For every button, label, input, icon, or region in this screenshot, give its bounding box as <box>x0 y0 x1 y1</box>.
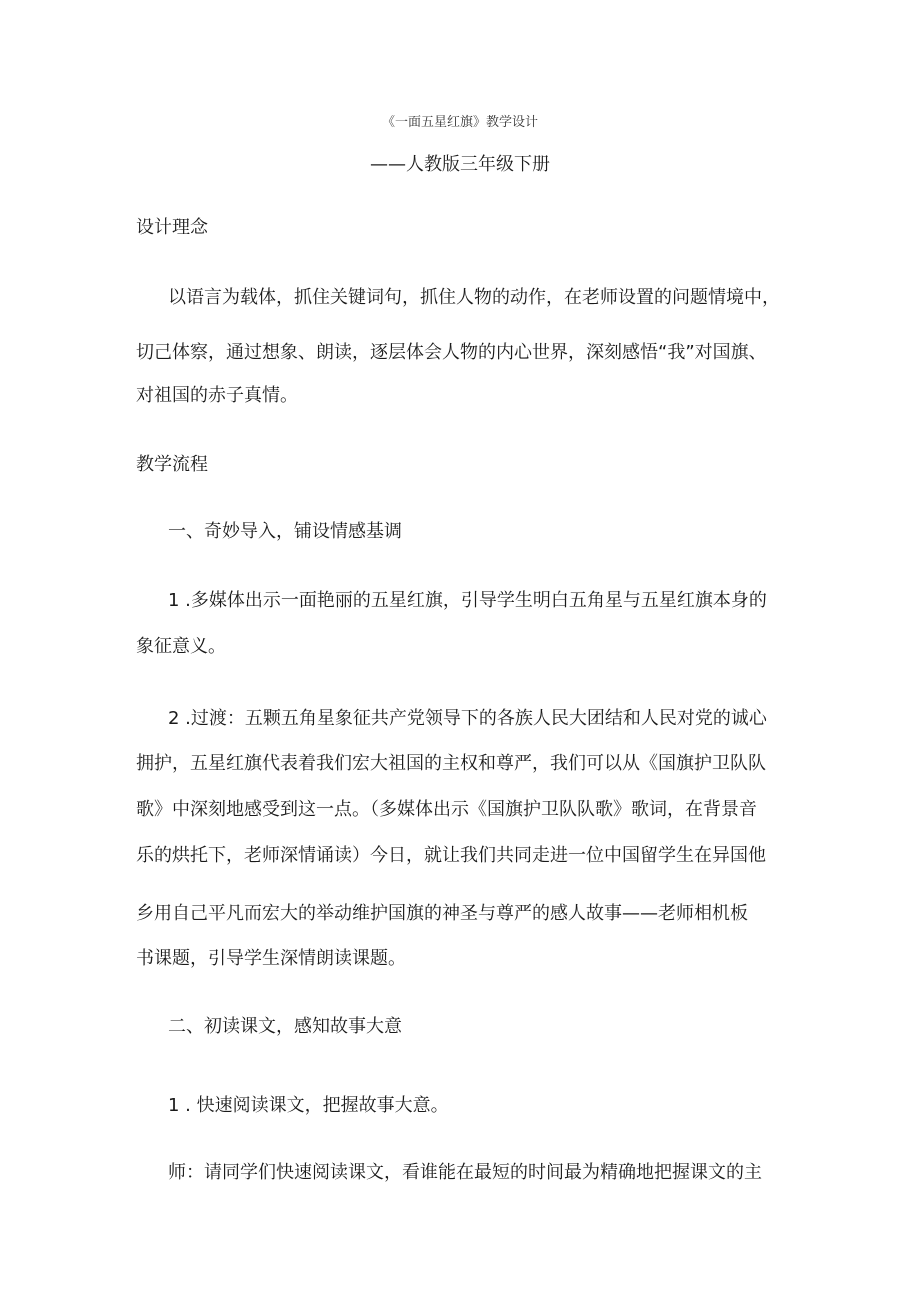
document-subtitle: ——人教版三年级下册 <box>370 154 550 175</box>
section-heading-design: 设计理念 <box>136 217 208 238</box>
paragraph-line: 切己体察，通过想象、朗读，逐层体会人物的内心世界，深刻感悟“我”对国旗、 <box>136 342 767 363</box>
paragraph-line: 歌》中深刻地感受到这一点。（多媒体出示《国旗护卫队队歌》歌词，在背景音 <box>136 799 757 820</box>
paragraph-line: 1 .多媒体出示一面艳丽的五星红旗，引导学生明白五角星与五星红旗本身的 <box>168 590 767 611</box>
document-title: 《一面五星红旗》教学设计 <box>381 115 538 130</box>
paragraph-line: 拥护，五星红旗代表着我们宏大祖国的主权和尊严，我们可以从《国旗护卫队队 <box>136 753 766 774</box>
part-heading-2: 二、初读课文，感知故事大意 <box>168 1016 402 1037</box>
paragraph-line: 乐的烘托下，老师深情诵读）今日，就让我们共同走进一位中国留学生在异国他 <box>136 845 766 866</box>
paragraph-line: 乡用自己平凡而宏大的举动维护国旗的神圣与尊严的感人故事——老师相机板 <box>136 903 748 924</box>
paragraph-line: 2 .过渡：五颗五角星象征共产党领导下的各族人民大团结和人民对党的诚心 <box>168 708 767 729</box>
paragraph-line: 书课题，引导学生深情朗读课题。 <box>136 948 406 969</box>
paragraph-line: 对祖国的赤子真情。 <box>136 385 298 406</box>
paragraph-line: 以语言为载体，抓住关键词句，抓住人物的动作，在老师设置的问题情境中， <box>168 287 780 308</box>
paragraph-line: 象征意义。 <box>136 636 226 657</box>
paragraph-line: 师：请同学们快速阅读课文，看谁能在最短的时间最为精确地把握课文的主 <box>168 1162 762 1183</box>
section-heading-flow: 教学流程 <box>136 454 208 475</box>
paragraph-line: 1 . 快速阅读课文，把握故事大意。 <box>168 1095 449 1116</box>
part-heading-1: 一、奇妙导入，铺设情感基调 <box>168 521 402 542</box>
